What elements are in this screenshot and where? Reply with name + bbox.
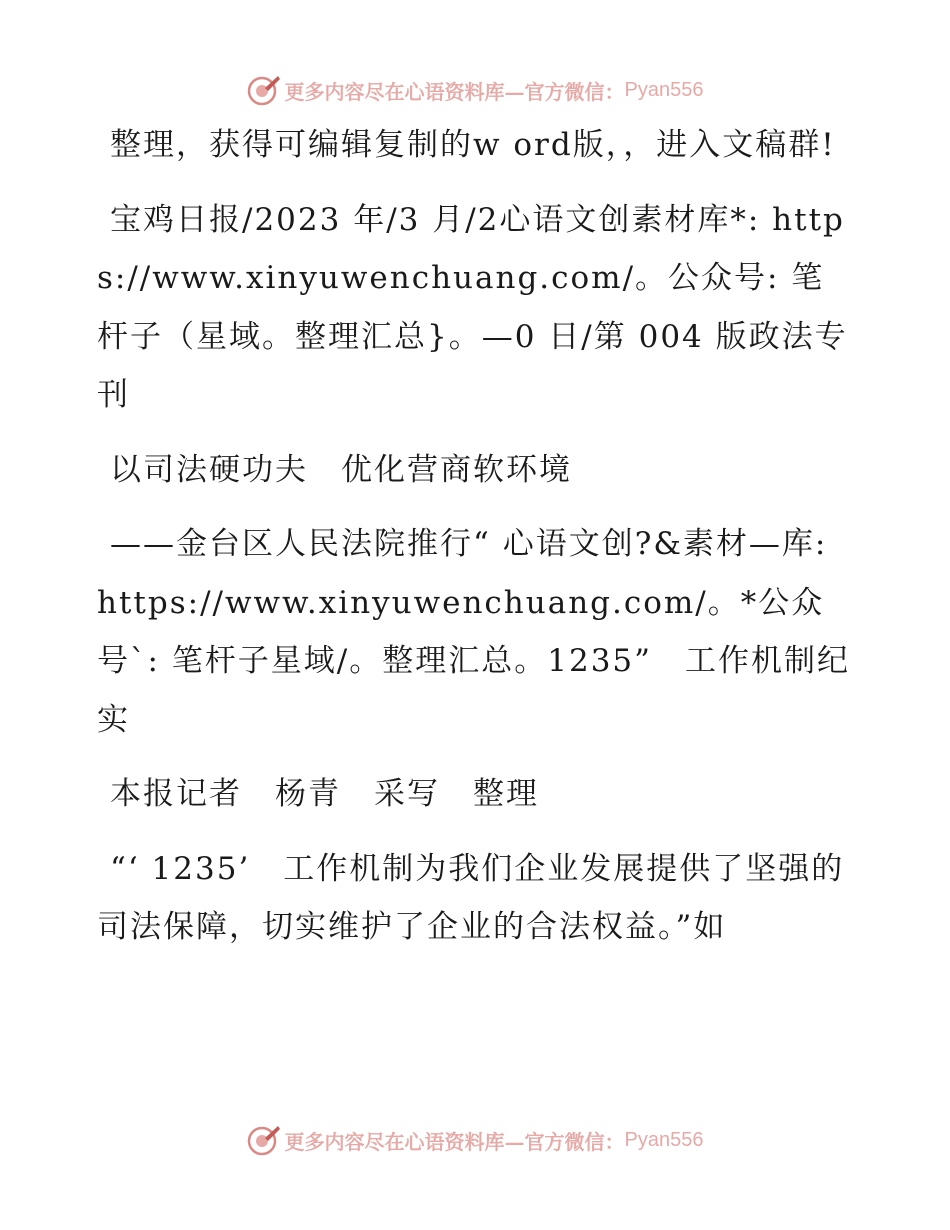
watermark-cn-text: 更多内容尽在心语资料库—官方微信：	[284, 1129, 625, 1154]
watermark-wechat-id: Pyan556	[624, 78, 704, 101]
header-watermark	[0, 70, 950, 110]
document-body	[97, 116, 857, 973]
article-subtitle: ——金台区人民法院推行“ 心语文创?&素材—库: https://www.xinyuwenchuang.com/。*公众号`: 笔杆子星域/。整理汇总。1235” 工作机制纪实	[97, 526, 850, 738]
paragraph-source: 宝鸡日报/2023 年/3 月/2心语文创素材库*: https://www.xinyuwenchuang.com/。公众号: 笔杆子（星域。整理汇总}。—0 日/第 004 版政法专刊	[97, 201, 848, 413]
pen-logo-icon	[247, 73, 281, 107]
article-title: 以司法硬功夫 优化营商软环境	[110, 451, 572, 488]
article-byline: 本报记者 杨青 采写 整理	[110, 776, 539, 812]
watermark-cn-text: 更多内容尽在心语资料库—官方微信：	[284, 79, 625, 104]
watermark-wechat-id: Pyan556	[624, 1128, 704, 1151]
paragraph-intro: 整理，获得可编辑复制的w ord版，，进入文稿群!	[110, 127, 836, 163]
pen-logo-icon	[247, 1123, 281, 1157]
paragraph-body: “‘ 1235’ 工作机制为我们企业发展提供了坚强的司法保障，切实维护了企业的合法权益。”如	[97, 850, 845, 945]
footer-watermark	[0, 1120, 950, 1160]
